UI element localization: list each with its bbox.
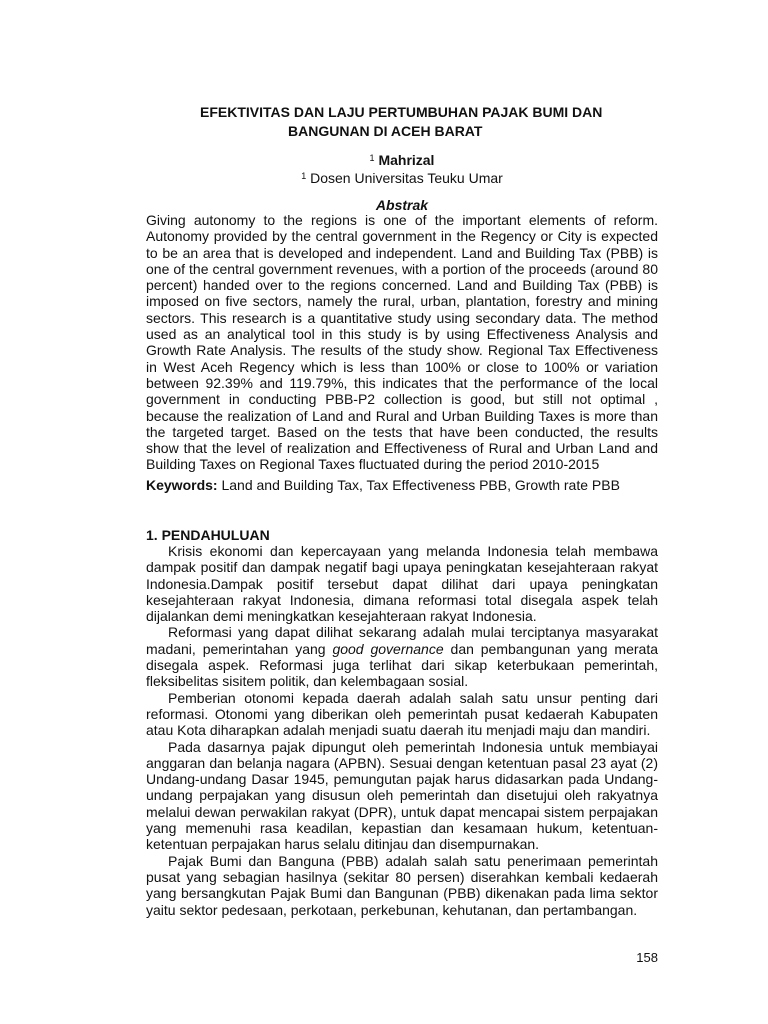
keywords-line [146, 477, 658, 494]
paragraph-5: Pajak Bumi dan Banguna (PBB) adalah salah satu penerimaan pemerintah pusat yang sebagian hasilnya (sekitar 80 persen) diserahkan kembali kedaerah yang bersangkutan Pajak Bumi dan Bangunan (PBB) dikenakan pada lima sektor yaitu sektor pedesaan, perkotaan, perkebunan, kehutanan, dan pertambangan. [146, 852, 658, 918]
author-marker: 1 [369, 153, 375, 163]
abstract-heading: Abstrak [375, 197, 429, 213]
author-name: Mahrizal [378, 152, 435, 168]
author-name-line [146, 151, 658, 169]
paragraph-2-end: dan pembangunan yang merata disegala aspek. Reformasi juga terlihat dari sikap keterbukaan pemerintah, fleksibelitas sisitem politik, dan kelembagaan sosial. [146, 640, 658, 690]
author-affiliation: Dosen Universitas Teuku Umar [310, 170, 503, 186]
section-heading: 1. PENDAHULUAN [146, 527, 270, 543]
paragraph-1: Krisis ekonomi dan kepercayaan yang melanda Indonesia telah membawa dampak positif dan dampak negatif bagi upaya peningkatan kesejahteraan rakyat Indonesia.Dampak positif tersebut dapat dilihat dari upaya peningkatan kesejahteraan rakyat Indonesia, dimana reformasi total disegala aspek telah dijalankan demi meningkatkan kesejahteraan rakyat Indonesia. [146, 543, 658, 625]
paragraph-2-start: Reformasi yang dapat dilihat sekarang adalah mulai terciptanya masyarakat madani, pemerintahan yang [146, 624, 658, 657]
section-body [146, 543, 658, 918]
keywords-text: Land and Building Tax, Tax Effectiveness PBB, Growth rate PBB [221, 477, 620, 493]
paragraph-3: Pemberian otonomi kepada daerah adalah salah satu unsur penting dari reformasi. Otonomi yang diberikan oleh pemerintah pusat kedaerah Kabupaten atau Kota diharapkan adalah menjadi suatu daerah itu menjadi maju dan mandiri. [146, 689, 658, 739]
paper-title [200, 103, 660, 141]
paragraph-2 [146, 624, 658, 689]
keywords-label: Keywords: [146, 477, 218, 493]
page-number: 158 [636, 950, 658, 965]
paragraph-2-emphasis: good governance [332, 640, 444, 657]
abstract-text: Giving autonomy to the regions is one of the important elements of reform. Autonomy provided by the central government in the Regency or City is expected to be an area that is developed and independent. Land and Building Tax (PBB) is one of the central government revenues, with a portion of the proceeds (around 80 percent) handed over to the regions concerned. Land and Building Tax (PBB) is imposed on five sectors, namely the rural, urban, plantation, forestry and mining sectors. This research is a quantitative study using secondary data. The method used as an analytical tool in this study is by using Effectiveness Analysis and Growth Rate Analysis. The results of the study show. Regional Tax Effectiveness in West Aceh Regency which is less than 100% or close to 100% or variation between 92.39% and 119.79%, this indicates that the performance of the local government in conducting PBB-P2 collection is good, but still not optimal , because the realization of Land and Rural and Urban Building Taxes is more than the targeted target. Based on the tests that have been conducted, the results show that the level of realization and Effectiveness of Rural and Urban Land and Building Taxes on Regional Taxes fluctuated during the period 2010-2015 [146, 212, 658, 473]
author-affiliation-line [146, 169, 658, 187]
title-line-2: BANGUNAN DI ACEH BARAT [288, 123, 483, 139]
author-block [146, 151, 658, 187]
title-line-1: EFEKTIVITAS DAN LAJU PERTUMBUHAN PAJAK BUMI DAN [200, 104, 603, 120]
paragraph-4: Pada dasarnya pajak dipungut oleh pemerintah Indonesia untuk membiayai anggaran dan belanja nagara (APBN). Sesuai dengan ketentuan pasal 23 ayat (2) Undang-undang Dasar 1945, pemungutan pajak harus didasarkan pada Undang-undang perpajakan yang disusun oleh pemerintah dan disetujui oleh rakyatnya melalui dewan perwakilan rakyat (DPR), untuk dapat mencapai sistem perpajakan yang memenuhi rasa keadilan, kepastian dan kesamaan hukum, ketentuan-ketentuan perpajakan harus selalu ditinjau dan disempurnakan. [146, 738, 658, 853]
affiliation-marker: 1 [301, 171, 307, 181]
